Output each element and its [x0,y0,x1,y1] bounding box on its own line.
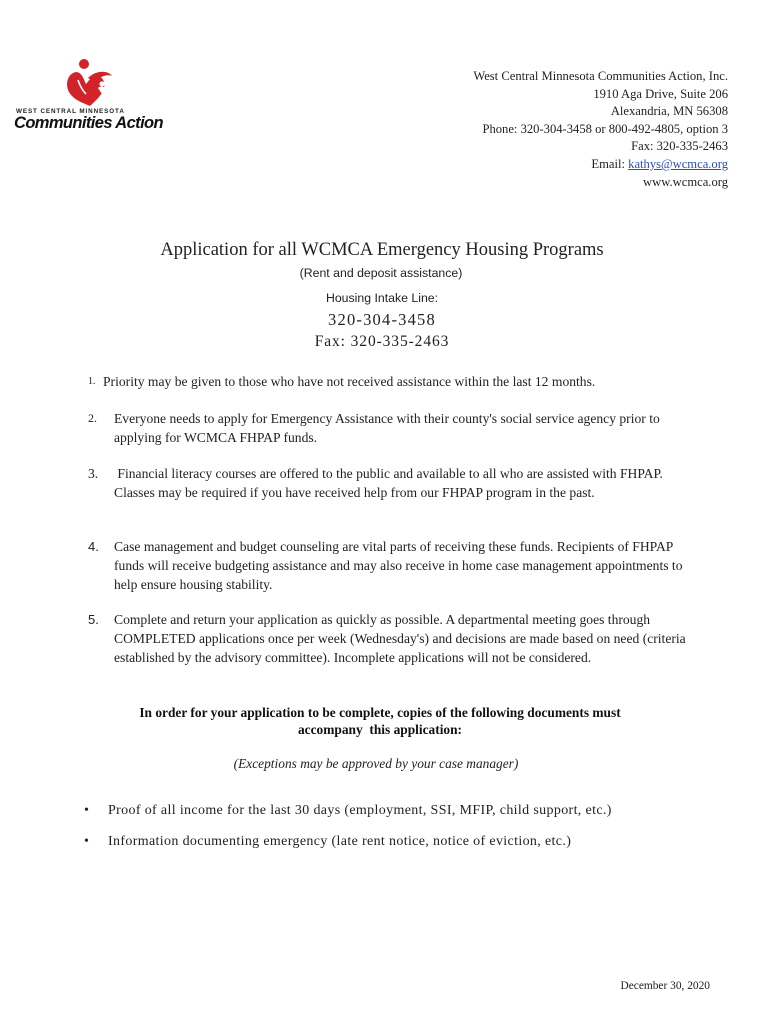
bullet-item-2 [84,834,724,850]
phone-numbers: Phone: 320-304-3458 or 800-492-4805, option 3 [482,121,728,136]
bullet-item-1 [84,803,724,819]
list-number: 3. [88,466,99,481]
logo-heart-figure-icon [58,56,118,108]
required-docs-line2: accompany this application: [297,722,463,737]
list-item-5 [88,610,688,667]
list-text: Complete and return your application as quickly as possible. A departmental meeting goes through COMPLETED applications once per week (Wednesday's) and decisions are made based on need (criteria established by the advisory committee). Incomplete applications will not be considered. [114,612,686,665]
exceptions-note: (Exceptions may be approved by your case manager) [233,756,519,771]
list-number: 4. [88,539,99,554]
website: www.wcmca.org [643,174,728,189]
fax-number: Fax: 320-335-2463 [631,139,728,154]
logo-text-main: Communities Action [14,114,164,132]
street-address: 1910 Aga Drive, Suite 206 [593,86,728,101]
list-item-4 [88,537,688,594]
list-text: Everyone needs to apply for Emergency Assistance with their county's social service agency prior to applying for WCMCA FHPAP funds. [114,411,660,445]
document-date: December 30, 2020 [620,980,710,992]
org-name: West Central Minnesota Communities Action, Inc. [473,69,728,83]
bullet-icon: • [84,834,90,849]
list-text: Priority may be given to those who have not received assistance within the last 12 months. [103,374,596,389]
logo-text-top: WEST CENTRAL MINNESOTA [16,108,125,115]
intake-line-label: Housing Intake Line: [325,291,439,305]
bullet-text: Information documenting emergency (late rent notice, notice of eviction, etc.) [108,834,572,849]
list-number: 1. [88,376,96,387]
list-text: Case management and budget counseling are vital parts of receiving these funds. Recipients of FHPAP funds will receive budgeting assistance and may also receive in home case management appointments to help ensure housing stability. [114,539,683,592]
list-item-1 [88,372,688,391]
bullet-text: Proof of all income for the last 30 days (employment, SSI, MFIP, child support, etc.) [108,803,612,818]
list-number: 2. [88,411,97,425]
list-item-3 [88,464,688,502]
address-block [473,68,728,191]
page-subtitle: (Rent and deposit assistance) [299,266,463,280]
list-number: 5. [88,612,99,627]
email-line [473,156,728,174]
email-link[interactable]: kathys@wcmca.org [628,156,728,171]
list-item-2 [88,409,688,447]
intake-phone: 320-304-3458 [328,310,436,329]
page-title: Application for all WCMCA Emergency Housing Programs [160,240,604,260]
required-docs-heading [60,704,700,738]
bullet-icon: • [84,803,90,818]
city-state-zip: Alexandria, MN 56308 [610,104,728,119]
org-logo [14,56,164,136]
required-docs-line1: In order for your application to be complete, copies of the following documents must [139,705,621,720]
list-text: Financial literacy courses are offered to the public and available to all who are assisted with FHPAP. Classes may be required if you have received help from our FHPAP program in the past. [114,466,667,500]
email-label: Email: [591,156,629,171]
intake-fax: Fax: 320-335-2463 [314,333,450,350]
